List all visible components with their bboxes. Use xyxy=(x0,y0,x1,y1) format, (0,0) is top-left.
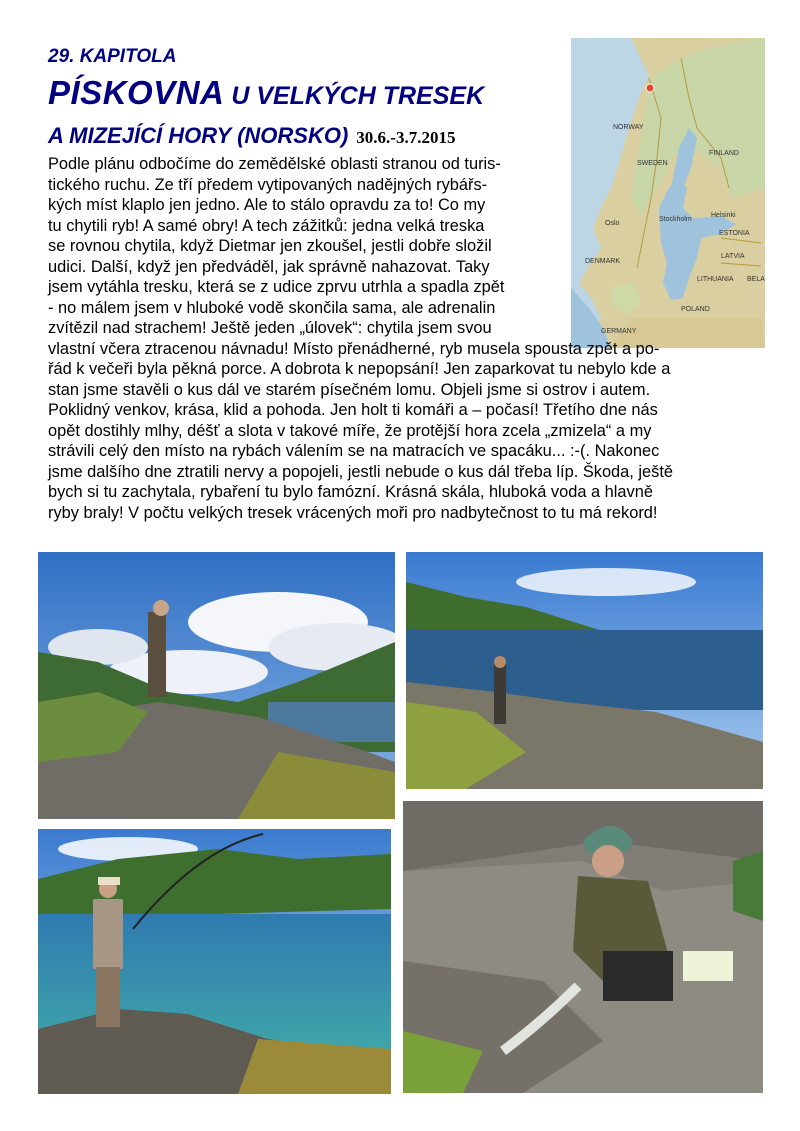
body-line: tu chytili ryb! A samé obry! A tech zážitků: jedna velká treska xyxy=(48,216,485,235)
body-line: ryby braly! V počtu velkých tresek vrácených moři pro nadbytečnost to tu má rekord! xyxy=(48,503,658,522)
body-line: jsem vytáhla tresku, která se z udice zprvu utrhla a spadla zpět xyxy=(48,278,505,296)
body-line: tického ruchu. Ze tří předem vytipovaných nadějných rybářs- xyxy=(48,175,488,194)
title-line-1 xyxy=(48,74,484,112)
map-label-helsinki: Helsinki xyxy=(711,212,736,219)
map-label-denmark: DENMARK xyxy=(585,258,621,265)
trip-dates: 30.6.-3.7.2015 xyxy=(356,128,456,147)
title-sub: U VELKÝCH TRESEK xyxy=(224,82,485,110)
body-line: zvítězil nad strachem! Ještě jeden „úlovek“: chytila jsem svou xyxy=(48,319,492,337)
title-line-2 xyxy=(48,123,455,149)
body-line: řád k večeři byla pěkná porce. A dobrota k nepopsání! Jen zaparkovat tu nebylo kde a xyxy=(48,360,671,378)
map-label-poland: POLAND xyxy=(681,306,710,313)
body-line: - no málem jsem v hluboké vodě skončila sama, ale adrenalin xyxy=(48,298,496,317)
photo-man-fishing xyxy=(38,829,391,1094)
map-label-sweden: SWEDEN xyxy=(637,160,668,167)
chapter-heading: 29. KAPITOLA xyxy=(48,46,177,67)
body-line: kých míst klaplo jen jedno. Ale to stálo opravdu za to! Co my xyxy=(48,196,486,214)
title-line-2-text: A MIZEJÍCÍ HORY (NORSKO) xyxy=(48,123,349,148)
body-line: strávili celý den místo na rybách válením se na matracích ve spacáku... :-(. Nakonec xyxy=(48,442,660,460)
map-label-finland: FINLAND xyxy=(709,150,739,157)
body-line: bych si tu zachytala, rybaření tu bylo famózní. Krásná skála, hluboká voda a hlavně xyxy=(48,483,653,501)
map-label-latvia: LATVIA xyxy=(721,253,745,260)
map-label-stockholm: Stockholm xyxy=(659,216,692,223)
body-line: Podle plánu odbočíme do zemědělské oblasti stranou od turis- xyxy=(48,155,501,173)
map-label-belarus: BELA xyxy=(747,276,765,283)
map-label-lithuania: LITHUANIA xyxy=(697,276,734,283)
body-line: opět dostihly mlhy, déšť a slota v takové míře, že protější hora zcela „zmizela“ a my xyxy=(48,421,652,440)
body-line: jsme dalšího dne ztratili nervy a popojeli, jestli nebude o kus dál třeba líp. Škoda, ještě xyxy=(48,462,674,481)
photo-woman-with-fish xyxy=(403,801,763,1093)
body-line: udici. Další, když jen předváděl, jak správně nahazovat. Taky xyxy=(48,257,490,276)
photo-woman-on-shore xyxy=(406,552,763,789)
map-label-oslo: Oslo xyxy=(605,220,620,227)
body-line: Poklidný venkov, krása, klid a pohoda. Jen holt ti komáři a – počasí! Třetího dne nás xyxy=(48,401,658,419)
article-body xyxy=(48,154,673,523)
body-line: stan jsme stavěli o kus dál ve starém písečném lomu. Objeli jsme si ostrov i autem. xyxy=(48,380,651,399)
body-line: se rovnou chytila, když Dietmar jen zkoušel, jestli dobře složil xyxy=(48,237,492,255)
map-label-germany: GERMANY xyxy=(601,328,637,335)
title-main: PÍSKOVNA xyxy=(48,74,225,111)
map-label-norway: NORWAY xyxy=(613,124,644,131)
map-label-estonia: ESTONIA xyxy=(719,230,750,237)
body-line: vlastní včera ztracenou návnadu! Místo přenádherné, ryb musela spousta zpět a po- xyxy=(48,339,660,358)
photo-man-on-rock xyxy=(38,552,395,819)
